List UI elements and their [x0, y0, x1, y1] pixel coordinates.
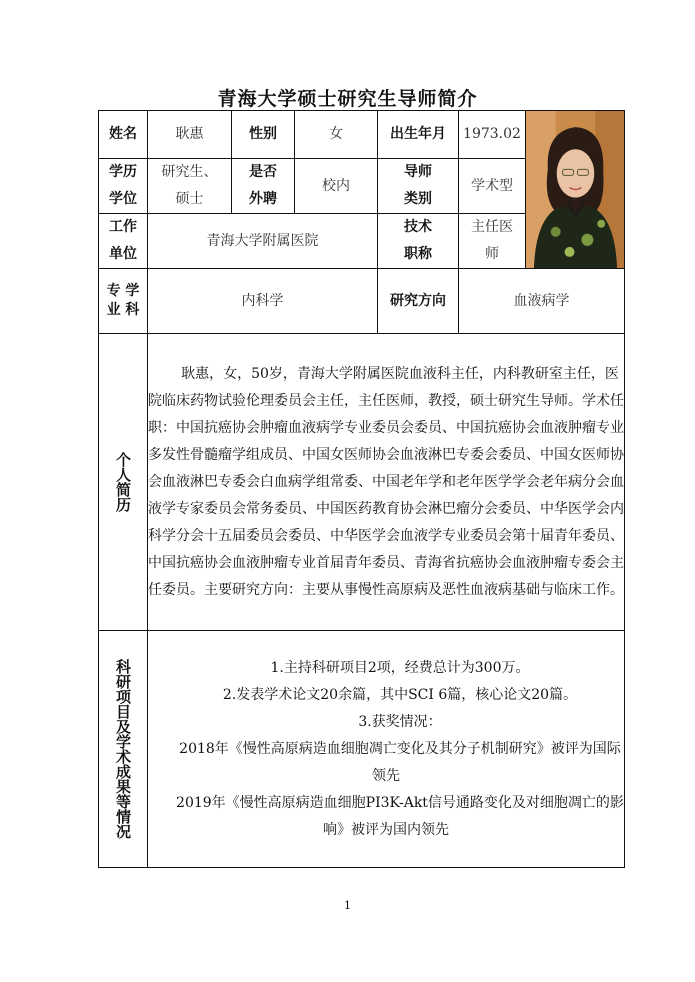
achievement-item: 1.主持科研项目2项，经费总计为300万。 [270, 659, 530, 676]
name-value: 耿惠 [148, 111, 232, 159]
birth-value: 1973.02 [459, 111, 526, 159]
work-unit-label: 工作 单位 [99, 214, 148, 269]
external-hire-value: 校内 [295, 159, 378, 214]
bio-label: 个人简历 [99, 334, 148, 631]
portrait-photo [526, 111, 625, 269]
achievement-item: 2.发表学术论文20余篇，其中SCI 6篇，核心论文20篇。 [222, 686, 578, 703]
award-item: 2019年《慢性高原病造血细胞PI3K-Akt信号通路变化及对细胞凋亡的影响》被评为国内领先 [176, 794, 624, 838]
portrait-photo-icon [526, 111, 624, 268]
education-value: 研究生、 硕士 [148, 159, 232, 214]
bio-text: 耿惠，女，50岁，青海大学附属医院血液科主任，内科教研室主任，医院临床药物试验伦理委员会主任，主任医师，教授，硕士研究生导师。学术任职：中国抗癌协会肿瘤血液病学专业委员会委员、中国抗癌协会血液肿瘤专业多发性骨髓瘤学组成员、中国女医师协会血液淋巴专委会委员、中国女医师协会血液淋巴专委会白血病学组常委、中国老年学和老年医学学会老年病分会血液学专家委员会常务委员、中国医药教育协会淋巴瘤分会委员、中华医学会内科学分会十五届委员会委员、中华医学会血液学专业委员会第十届青年委员、中国抗癌协会血液肿瘤专业首届青年委员、青海省抗癌协会血液肿瘤专委会主任委员。主要研究方向：主要从事慢性高原病及恶性血液病基础与临床工作。 [148, 365, 624, 598]
achievements-label: 科研项目及学术成果等情况 [99, 631, 148, 868]
research-direction-label: 研究方向 [378, 269, 459, 334]
page-title: 青海大学硕士研究生导师简介 [217, 88, 478, 110]
job-title-value: 主任医 师 [459, 214, 526, 269]
gender-value: 女 [295, 111, 378, 159]
profile-table [98, 110, 625, 868]
name-label: 姓名 [99, 111, 148, 159]
major-value: 内科学 [148, 269, 378, 334]
research-direction-value: 血液病学 [459, 269, 625, 334]
achievements-content [148, 631, 625, 868]
award-item: 2018年《慢性高原病造血细胞凋亡变化及其分子机制研究》被评为国际领先 [179, 740, 621, 784]
bio-content [148, 334, 625, 631]
work-unit-value: 青海大学附属医院 [148, 214, 378, 269]
achievement-item: 3.获奖情况： [358, 713, 442, 730]
mentor-type-label: 导师 类别 [378, 159, 459, 214]
external-hire-label: 是否 外聘 [232, 159, 295, 214]
birth-label: 出生年月 [378, 111, 459, 159]
mentor-type-value: 学术型 [459, 159, 526, 214]
major-label: 专 学 业 科 [99, 269, 148, 334]
page-number: 1 [344, 899, 351, 912]
job-title-label: 技术 职称 [378, 214, 459, 269]
education-label: 学历 学位 [99, 159, 148, 214]
gender-label: 性别 [232, 111, 295, 159]
